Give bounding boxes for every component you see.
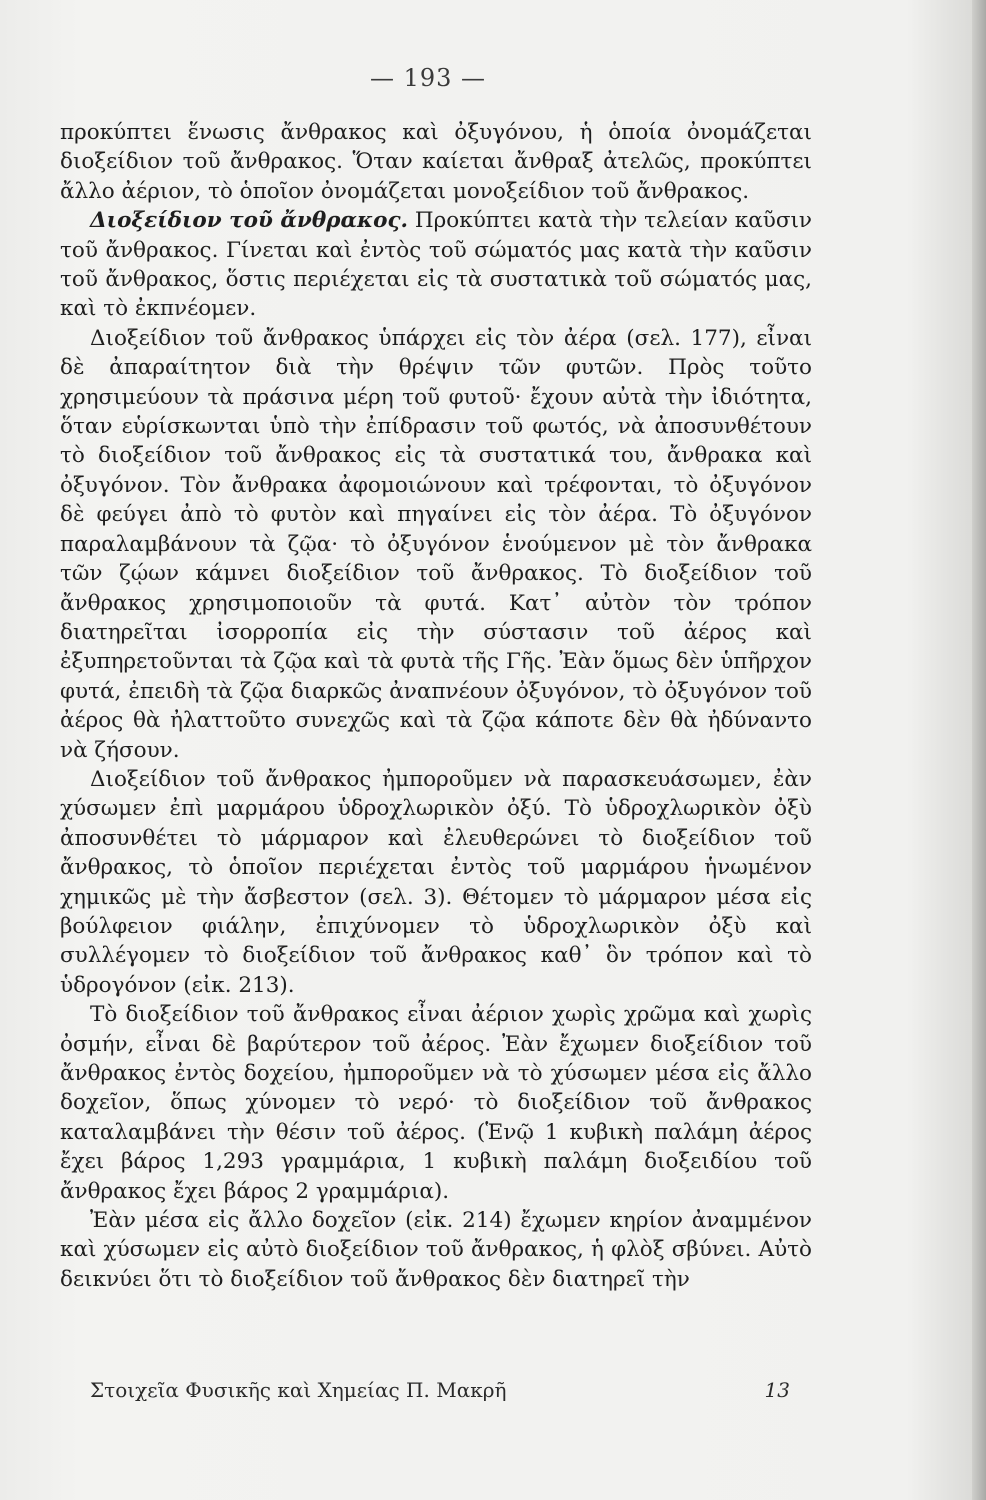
paragraph-1 xyxy=(60,118,812,206)
page-footer xyxy=(90,1378,790,1402)
page-number: — 193 — xyxy=(369,64,487,92)
paragraph-4 xyxy=(60,765,812,1000)
paragraph-3 xyxy=(60,324,812,765)
paragraph-6-text: Ἐὰν μέσα εἰς ἄλλο δοχεῖον (εἰκ. 214) ἔχωμεν κηρίον ἀναμμένον καὶ χύσωμεν εἰς αὐτὸ διοξείδιον τοῦ ἄνθρακος, ἡ φλὸξ σβύνει. Αὐτὸ δεικνύει ὅτι τὸ διοξείδιον τοῦ ἄνθρακος δὲν διατηρεῖ τὴν xyxy=(60,1208,812,1292)
paragraph-1-text: προκύπτει ἕνωσις ἄνθρακος καὶ ὀξυγόνου, ἡ ὁποία ὀνομάζεται διοξείδιον τοῦ ἄνθρακος. Ὅταν καίεται ἄνθραξ ἀτελῶς, προκύπτει ἄλλο ἀέριον, τὸ ὁποῖον ὀνομάζεται μονοξείδιον τοῦ ἄνθρακος. xyxy=(60,120,812,204)
paragraph-5-text: Τὸ διοξείδιον τοῦ ἄνθρακος εἶναι ἀέριον χωρὶς χρῶμα καὶ χωρὶς ὀσμήν, εἶναι δὲ βαρύτερον τοῦ ἀέρος. Ἐὰν ἔχωμεν διοξείδιον τοῦ ἄνθρακος ἐντὸς δοχείου, ἠμποροῦμεν νὰ τὸ χύσωμεν μέσα εἰς ἄλλο δοχεῖον, ὅπως χύνομεν τὸ νερό· τὸ διοξείδιον τοῦ ἄνθρακος καταλαμβάνει τὴν θέσιν τοῦ ἀέρος. (Ἑνῷ 1 κυβικὴ παλάμη ἀέρος ἔχει βάρος 1,293 γραμμάρια, 1 κυβικὴ παλάμη διοξειδίου τοῦ ἄνθρακος ἔχει βάρος 2 γραμμάρια). xyxy=(60,1002,812,1204)
book-title: Στοιχεῖα Φυσικῆς καὶ Χημείας Π. Μακρῆ xyxy=(90,1378,507,1402)
paragraph-4-text: Διοξείδιον τοῦ ἄνθρακος ἠμποροῦμεν νὰ παρασκευάσωμεν, ἐὰν χύσωμεν ἐπὶ μαρμάρου ὑδροχλωρικὸν ὀξύ. Τὸ ὑδροχλωρικὸν ὀξὺ ἀποσυνθέτει τὸ μάρμαρον καὶ ἐλευθερώνει τὸ διοξείδιον τοῦ ἄνθρακος, τὸ ὁποῖον περιέχεται ἐντὸς τοῦ μαρμάρου ἡνωμένον χημικῶς μὲ τὴν ἄσβεστον (σελ. 3). Θέτομεν τὸ μάρμαρον μέσα εἰς βούλφειον φιάλην, ἐπιχύνομεν τὸ ὑδροχλωρικὸν ὀξὺ καὶ συλλέγομεν τὸ διοξείδιον τοῦ ἄνθρακος καθ᾿ ὃν τρόπον καὶ τὸ ὑδρογόνον (εἰκ. 213). xyxy=(60,766,812,998)
paragraph-5 xyxy=(60,1000,812,1206)
paragraph-2-text: Προκύπτει κατὰ τὴν τελείαν καῦσιν τοῦ ἄνθρακος. Γίνεται καὶ ἐντὸς τοῦ σώματός μας κατὰ τὴν καῦσιν τοῦ ἄνθρακος, ὅστις περιέχεται εἰς τὰ συστατικὰ τοῦ σώματός μας, καὶ τὸ ἐκπνέομεν. xyxy=(60,208,813,322)
paragraph-6 xyxy=(60,1206,812,1294)
paragraph-2 xyxy=(60,206,812,324)
section-heading: Διοξείδιον τοῦ ἄνθρακος. xyxy=(90,208,409,234)
body-text xyxy=(60,118,812,1294)
signature-mark: 13 xyxy=(764,1378,790,1402)
page-edge-shadow xyxy=(972,0,986,1500)
paragraph-3-text: Διοξείδιον τοῦ ἄνθρακος ὑπάρχει εἰς τὸν ἀέρα (σελ. 177), εἶναι δὲ ἀπαραίτητον διὰ τὴν θρέψιν τῶν φυτῶν. Πρὸς τοῦτο χρησιμεύουν τὰ πράσινα μέρη τοῦ φυτοῦ· ἔχουν αὐτὰ τὴν ἰδιότητα, ὅταν εὑρίσκωνται ὑπὸ τὴν ἐπίδρασιν τοῦ φωτός, νὰ ἀποσυνθέτουν τὸ διοξείδιον τοῦ ἄνθρακος εἰς τὰ συστατικά του, ἄνθρακα καὶ ὀξυγόνον. Τὸν ἄνθρακα ἀφομοιώνουν καὶ τρέφονται, τὸ ὀξυγόνον δὲ φεύγει ἀπὸ τὸ φυτὸν καὶ πηγαίνει εἰς τὸν ἀέρα. Τὸ ὀξυγόνον παραλαμβάνουν τὰ ζῷα· τὸ ὀξυγόνον ἑνούμενον μὲ τὸν ἄνθρακα τῶν ζῴων κάμνει διοξείδιον τοῦ ἄνθρακος. Τὸ διοξείδιον τοῦ ἄνθρακος χρησιμοποιοῦν τὰ φυτά. Κατ᾿ αὐτὸν τὸν τρόπον διατηρεῖται ἰσορροπία εἰς τὴν σύστασιν τοῦ ἀέρος καὶ ἐξυπηρετοῦνται τὰ ζῷα καὶ τὰ φυτὰ τῆς Γῆς. Ἐὰν ὅμως δὲν ὑπῆρχον φυτά, ἐπειδὴ τὰ ζῷα διαρκῶς ἀναπνέουν ὀξυγόνον, τὸ ὀξυγόνον τοῦ ἀέρος θὰ ἠλαττοῦτο συνεχῶς καὶ τὰ ζῷα κάποτε δὲν θὰ ἠδύναντο νὰ ζήσουν. xyxy=(60,325,812,763)
